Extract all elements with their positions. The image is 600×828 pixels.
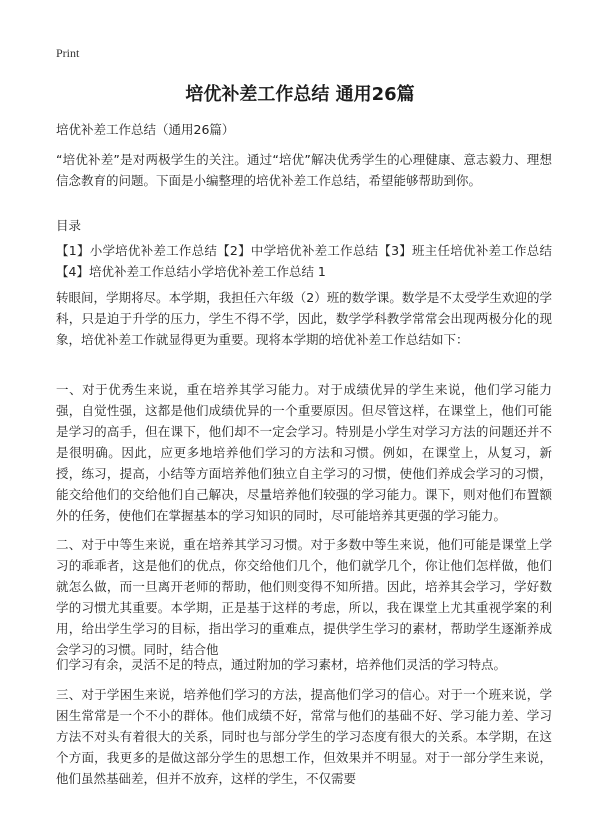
- body-paragraph-4: 们学习有余，灵活不足的特点，通过附加的学习素材，培养他们灵活的学习特点。: [56, 657, 507, 672]
- intro-paragraph: “培优补差”是对两极学生的关注。通过“培优”解决优秀学生的心理健康、意志毅力、理想信念教育的问题。下面是小编整理的培优补差工作总结，希望能够帮助到你。: [56, 152, 552, 188]
- toc-list: 【1】小学培优补差工作总结【2】中学培优补差工作总结【3】班主任培优补差工作总结【4】培优补差工作总结小学培优补差工作总结 1: [56, 243, 552, 279]
- body-paragraph-3: 二、对于中等生来说，重在培养其学习习惯。对于多数中等生来说，他们可能是课堂上学习的乖乖者，这是他们的优点，你交给他们几个，他们就学几个，你让他们怎样做，他们就怎么做，而一旦离开老师的帮助，他们则变得不知所措。因此，培养其会学习，学好数学的习惯尤其重要。本学期，正是基于这样的考虑，所以，我在课堂上尤其重视学案的利用，给出学生学习的目标，指出学习的重难点，提供学生学习的素材，帮助学生逐渐养成会学习的习惯。同时，结合他: [56, 537, 552, 657]
- body-paragraph-1: 转眼间，学期将尽。本学期，我担任六年级（2）班的数学课。数学是不太受学生欢迎的学科，只是迫于升学的压力，学生不得不学，因此，数学学科教学常常会出现两极分化的现象，培优补差工作就显得更为重要。现将本学期的培优补差工作总结如下：: [56, 290, 552, 347]
- body-paragraph-2: 一、对于优秀生来说，重在培养其学习能力。对于成绩优异的学生来说，他们学习能力强，自觉性强，这都是他们成绩优异的一个重要原因。但尽管这样，在课堂上，他们可能是学习的高手，但在课下，他们却不一定会学习。特别是小学生对学习方法的问题还并不是很明确。因此，应更多地培养他们学习的方法和习惯。例如，在课堂上，从复习，新授，练习，提高，小结等方面培养他们独立自主学习的习惯，使他们养成会学习的习惯，能交给他们的交给他们自己解决，尽量培养他们较强的学习能力。课下，则对他们布置额外的任务，使他们在掌握基本的学习知识的同时，尽可能培养其更强的学习能力。: [56, 382, 552, 523]
- body-paragraph-5: 三、对于学困生来说，培养他们学习的方法，提高他们学习的信心。对于一个班来说，学困生常常是一个不小的群体。他们成绩不好，常常与他们的基础不好、学习能力差、学习方法不对头有着很大的关系，同时也与部分学生的学习态度有很大的关系。本学期，在这个方面，我更多的是做这部分学生的思想工作，但效果并不明显。对于一部分学生来说，他们虽然基础差，但并不放弃，这样的学生，不仅需要: [56, 687, 552, 786]
- print-link[interactable]: Print: [56, 46, 80, 60]
- toc-heading: 目录: [56, 218, 82, 233]
- document-subtitle: 培优补差工作总结（通用26篇）: [56, 122, 235, 137]
- page-title: 培优补差工作总结 通用26篇: [185, 84, 415, 105]
